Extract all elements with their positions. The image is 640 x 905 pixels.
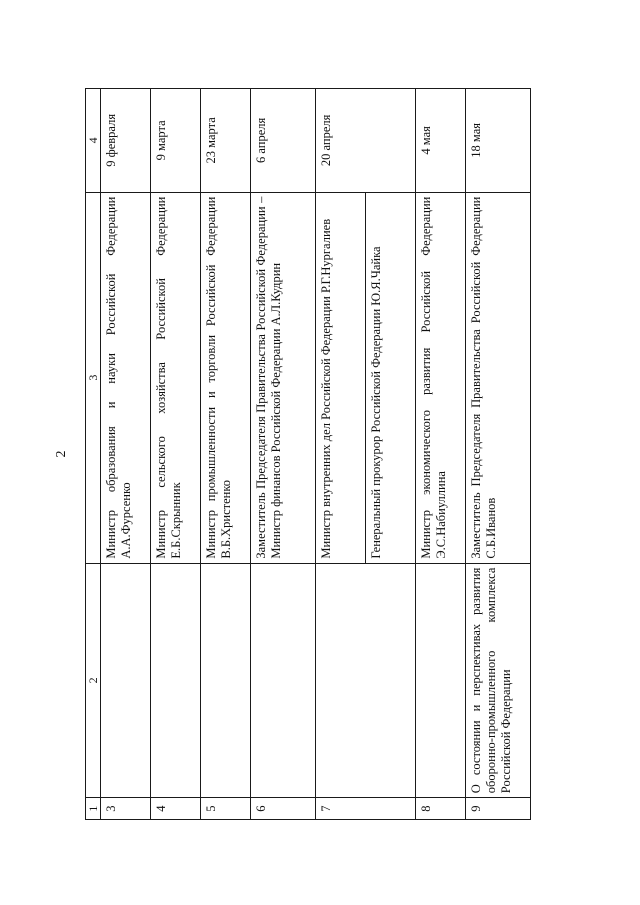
table-row	[201, 89, 251, 820]
table-row	[316, 89, 366, 820]
responsible-cell: Министр экономического развития Российской Федерации Э.С.Набиуллина	[416, 192, 466, 563]
row-number: 3	[101, 798, 151, 820]
date-cell: 4 мая	[416, 89, 466, 193]
date-cell: 9 марта	[151, 89, 201, 193]
row-number: 6	[251, 798, 316, 820]
topic-cell	[251, 563, 316, 798]
column-number-3: 3	[86, 192, 101, 563]
topic-cell	[316, 563, 416, 798]
date-cell: 20 апреля	[316, 89, 416, 193]
page-number: 2	[54, 450, 69, 458]
row-number: 7	[316, 798, 416, 820]
row-number: 5	[201, 798, 251, 820]
responsible-cell: Министр внутренних дел Российской Федерации Р.Г.Нургалиев	[316, 192, 366, 563]
responsible-cell: Заместитель Председателя Правительства Российской Федерации С.Б.Иванов	[466, 192, 531, 563]
responsible-cell-secondary: Генеральный прокурор Российской Федерации Ю.Я.Чайка	[366, 192, 416, 563]
topic-cell	[416, 563, 466, 798]
responsible-cell: Министр образования и науки Российской Федерации А.А.Фурсенко	[101, 192, 151, 563]
topic-cell	[151, 563, 201, 798]
column-number-1: 1	[86, 798, 101, 820]
row-number: 4	[151, 798, 201, 820]
schedule-table	[85, 88, 531, 820]
column-number-2: 2	[86, 563, 101, 798]
row-number: 9	[466, 798, 531, 820]
responsible-cell: Министр сельского хозяйства Российской Федерации Е.Б.Скрынник	[151, 192, 201, 563]
table-row	[151, 89, 201, 820]
table-row	[466, 89, 531, 820]
topic-cell	[201, 563, 251, 798]
column-number-row	[86, 89, 101, 820]
responsible-cell: Заместитель Председателя Правительства Российской Федерации – Министр финансов Российской Федерации А.Л.Кудрин	[251, 192, 316, 563]
table-row	[251, 89, 316, 820]
date-cell: 9 февраля	[101, 89, 151, 193]
column-number-4: 4	[86, 89, 101, 193]
topic-cell: О состоянии и перспективах развития оборонно-промышленного комплекса Российской Федерации	[466, 563, 531, 798]
table-row	[101, 89, 151, 820]
table-row	[416, 89, 466, 820]
date-cell: 18 мая	[466, 89, 531, 193]
rotated-table-container	[85, 88, 549, 820]
date-cell: 23 марта	[201, 89, 251, 193]
topic-cell	[101, 563, 151, 798]
date-cell: 6 апреля	[251, 89, 316, 193]
row-number: 8	[416, 798, 466, 820]
responsible-cell: Министр промышленности и торговли Российской Федерации В.Б.Христенко	[201, 192, 251, 563]
